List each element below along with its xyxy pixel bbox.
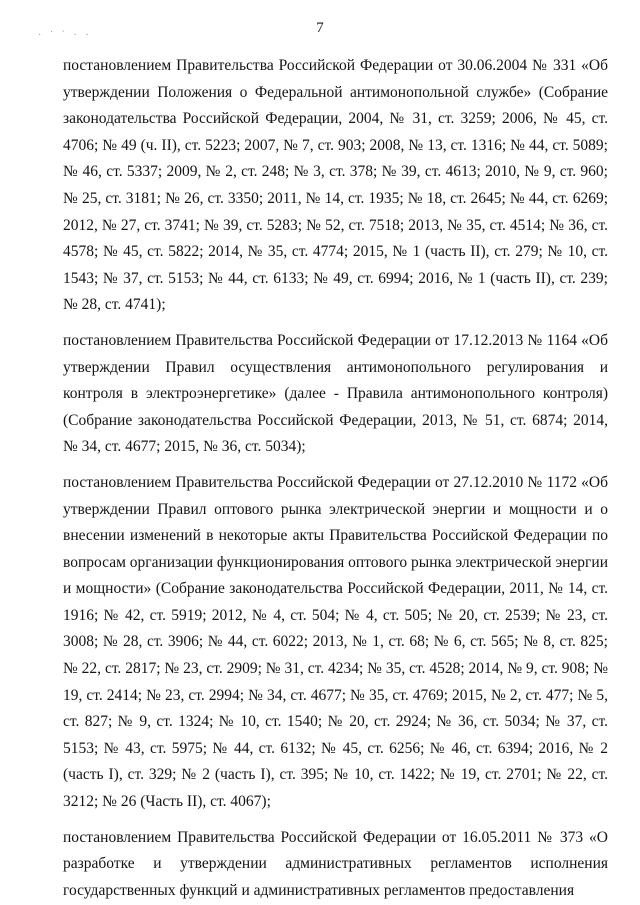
paragraph-decree-1172: постановлением Правительства Российской Федерации от 27.12.2010 № 1172 «Об утверждении Правил оптового рынка электрической энергии и мощности и о внесении изменений в некоторые акты Правительства Российской Федерации по вопросам организации функционирования оптового рынка электрической энергии и мощности» (Собрание законодательства Российской Федерации, 2011, № 14, ст. 1916; № 42, ст. 5919; 2012, № 4, ст. 504; № 4, ст. 505; № 20, ст. 2539; № 23, ст. 3008; № 28, ст. 3906; № 44, ст. 6022; 2013, № 1, ст. 68; № 6, ст. 565; № 8, ст. 825; № 22, ст. 2817; № 23, ст. 2909; № 31, ст. 4234; № 35, ст. 4528; 2014, № 9, ст. 908; № 19, ст. 2414; № 23, ст. 2994; № 34, ст. 4677; № 35, ст. 4769; 2015, № 2, ст. 477; № 5, ст. 827; № 9, ст. 1324; № 10, ст. 1540; № 20, ст. 2924; № 36, ст. 5034; № 37, ст. 5153; № 43, ст. 5975; № 44, ст. 6132; № 45, ст. 6256; № 46, ст. 6394; 2016, № 2 (часть I), ст. 329; № 2 (часть I), ст. 395; № 10, ст. 1422; № 19, ст. 2701; № 22, ст. 3212; № 26 (Часть II), ст. 4067);: [63, 473, 608, 811]
page-number: 7: [316, 20, 324, 36]
paragraph-decree-331: постановлением Правительства Российской Федерации от 30.06.2004 № 331 «Об утверждении Положения о Федеральной антимонопольной службе» (Собрание законодательства Российской Федерации, 2004, № 31, ст. 3259; 2006, № 45, ст. 4706; № 49 (ч. II), ст. 5223; 2007, № 7, ст. 903; 2008, № 13, ст. 1316; № 44, ст. 5089; № 46, ст. 5337; 2009, № 2, ст. 248; № 3, ст. 378; № 39, ст. 4613; 2010, № 9, ст. 960; № 25, ст. 3181; № 26, ст. 3350; 2011, № 14, ст. 1935; № 18, ст. 2645; № 44, ст. 6269; 2012, № 27, ст. 3741; № 39, ст. 5283; № 52, ст. 7518; 2013, № 35, ст. 4514; № 36, ст. 4578; № 45, ст. 5822; 2014, № 35, ст. 4774; 2015, № 1 (часть II), ст. 279; № 10, ст. 1543; № 37, ст. 5153; № 44, ст. 6133; № 49, ст. 6994; 2016, № 1 (часть II), ст. 239; № 28, ст. 4741);: [63, 57, 608, 314]
paragraph-decree-1164: постановлением Правительства Российской Федерации от 17.12.2013 № 1164 «Об утверждении Правил осуществления антимонопольного регулирования и контроля в электроэнергетике» (далее - Правила антимонопольного контроля) (Собрание законодательства Российской Федерации, 2013, № 51, ст. 6874; 2014, № 34, ст. 4677; 2015, № 36, ст. 5034);: [63, 331, 608, 456]
scan-marks: · ˙ ` · ·: [38, 30, 92, 41]
paragraph-decree-373: постановлением Правительства Российской Федерации от 16.05.2011 № 373 «О разработке и утверждении административных регламентов исполнения государственных функций и административных регламентов предоставления: [63, 828, 608, 899]
document-body: [63, 53, 608, 904]
